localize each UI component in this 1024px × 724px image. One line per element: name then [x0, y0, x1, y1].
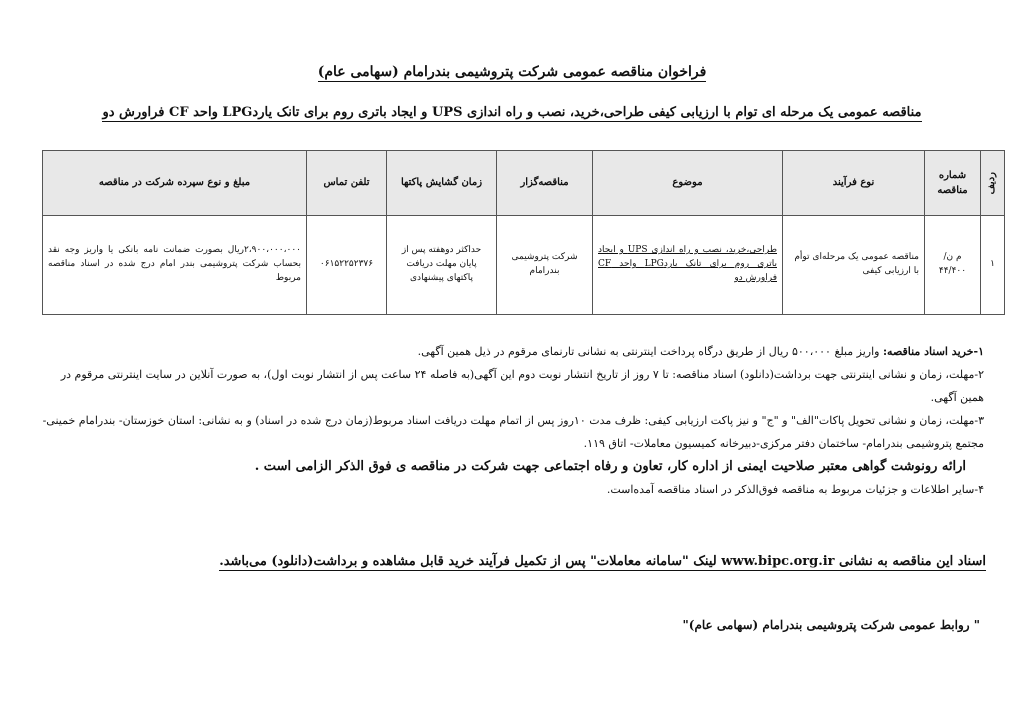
announcement-body: [34, 340, 984, 501]
item-4: ۴-سایر اطلاعات و جزئیات مربوط به مناقصه فوق‌الذکر در اسناد مناقصه آمده‌است.: [606, 483, 984, 496]
header-process: نوع فرآیند: [783, 151, 925, 216]
item-1: [34, 340, 984, 363]
cell-row-no: ۱: [981, 216, 1005, 315]
documents-link-notice: [26, 554, 986, 569]
public-relations-signature: " روابط عمومی شرکت پتروشیمی بندرامام (سهامی عام)": [682, 618, 980, 632]
header-deposit: مبلغ و نوع سپرده شرکت در مناقصه: [43, 151, 307, 216]
cell-phone: ۰۶۱۵۲۲۵۲۳۷۶: [307, 216, 387, 315]
cell-subject: طراحی،خرید، نصب و راه اندازی UPS و ایجاد باتری روم برای تانک یاردLPG واحد CF فراورش دو: [593, 216, 783, 315]
item-1-label: ۱-خرید اسناد مناقصه:: [882, 345, 984, 358]
page-subtitle-text: مناقصه عمومی یک مرحله ای توام با ارزیابی کیفی طراحی،خرید، نصب و راه اندازی UPS و ایجاد باتری روم برای تانک یاردLPG واحد CF فراورش دو: [102, 105, 922, 120]
header-organizer: مناقصه‌گزار: [497, 151, 593, 216]
documents-link-text: اسناد این مناقصه به نشانی www.bipc.org.ir لینک "سامانه معاملات" پس از تکمیل فرآیند خرید قابل مشاهده و برداشت(دانلود) می‌باشد.: [219, 554, 986, 569]
header-phone: تلفن تماس: [307, 151, 387, 216]
header-row-no: ردیف: [981, 151, 1005, 216]
table-row: [43, 216, 1005, 315]
item-3: ۳-مهلت، زمان و نشانی تحویل پاکات"الف" و "ج" و نیز پاکت ارزیابی کیفی: ظرف مدت ۱۰روز پس از اتمام مهلت دریافت اسناد مربوط(زمان درج شده در اسناد) و به نشانی: استان خوزستان- بندرامام خمینی- مجتمع پتروشیمی بندرامام- ساختمان دفتر مرکزی-دبیرخانه کمیسیون معاملات- اتاق ۱۱۹.: [42, 414, 984, 450]
item-2: ۲-مهلت، زمان و نشانی اینترنتی جهت برداشت(دانلود) اسناد مناقصه: تا ۷ روز از تاریخ انتشار نوبت دوم این آگهی(به فاصله ۲۴ ساعت پس از انتشار نوبت اول)، به صورت آنلاین در سایت اینترنتی مرقوم در همین آگهی.: [60, 368, 984, 404]
tender-table: [42, 150, 1005, 315]
header-opening: زمان گشایش پاکتها: [387, 151, 497, 216]
page-title-text: فراخوان مناقصه عمومی شرکت پتروشیمی بندرامام (سهامی عام): [317, 64, 707, 80]
safety-certificate-notice: ارائه رونوشت گواهی معتبر صلاحیت ایمنی از اداره کار، تعاون و رفاه اجتماعی جهت شرکت در مناقصه ی فوق الذکر الزامی است .: [254, 459, 966, 474]
cell-tender-no: م ن/۴۴/۴۰۰: [925, 216, 981, 315]
page-title: [0, 64, 1024, 80]
cell-process: مناقصه عمومی یک مرحله‌ای توأم با ارزیابی کیفی: [783, 216, 925, 315]
cell-opening: حداکثر دوهفته پس از پایان مهلت دریافت پاکتهای پیشنهادی: [387, 216, 497, 315]
tender-table-header-row: [43, 151, 1005, 216]
cell-deposit: ۲،۹۰۰،۰۰۰،۰۰۰ریال بصورت ضمانت نامه بانکی یا واریز وجه نقد بحساب شرکت پتروشیمی بندر امام درج شده در اسناد مناقصه مربوط: [43, 216, 307, 315]
header-tender-no: شماره مناقصه: [925, 151, 981, 216]
item-1-text: واریز مبلغ ۵۰۰،۰۰۰ ریال از طریق درگاه پرداخت اینترنتی به نشانی تارنمای مرقوم در ذیل همین آگهی.: [417, 345, 883, 358]
cell-organizer: شرکت پتروشیمی بندرامام: [497, 216, 593, 315]
page-subtitle: [0, 105, 1024, 120]
header-subject: موضوع: [593, 151, 783, 216]
